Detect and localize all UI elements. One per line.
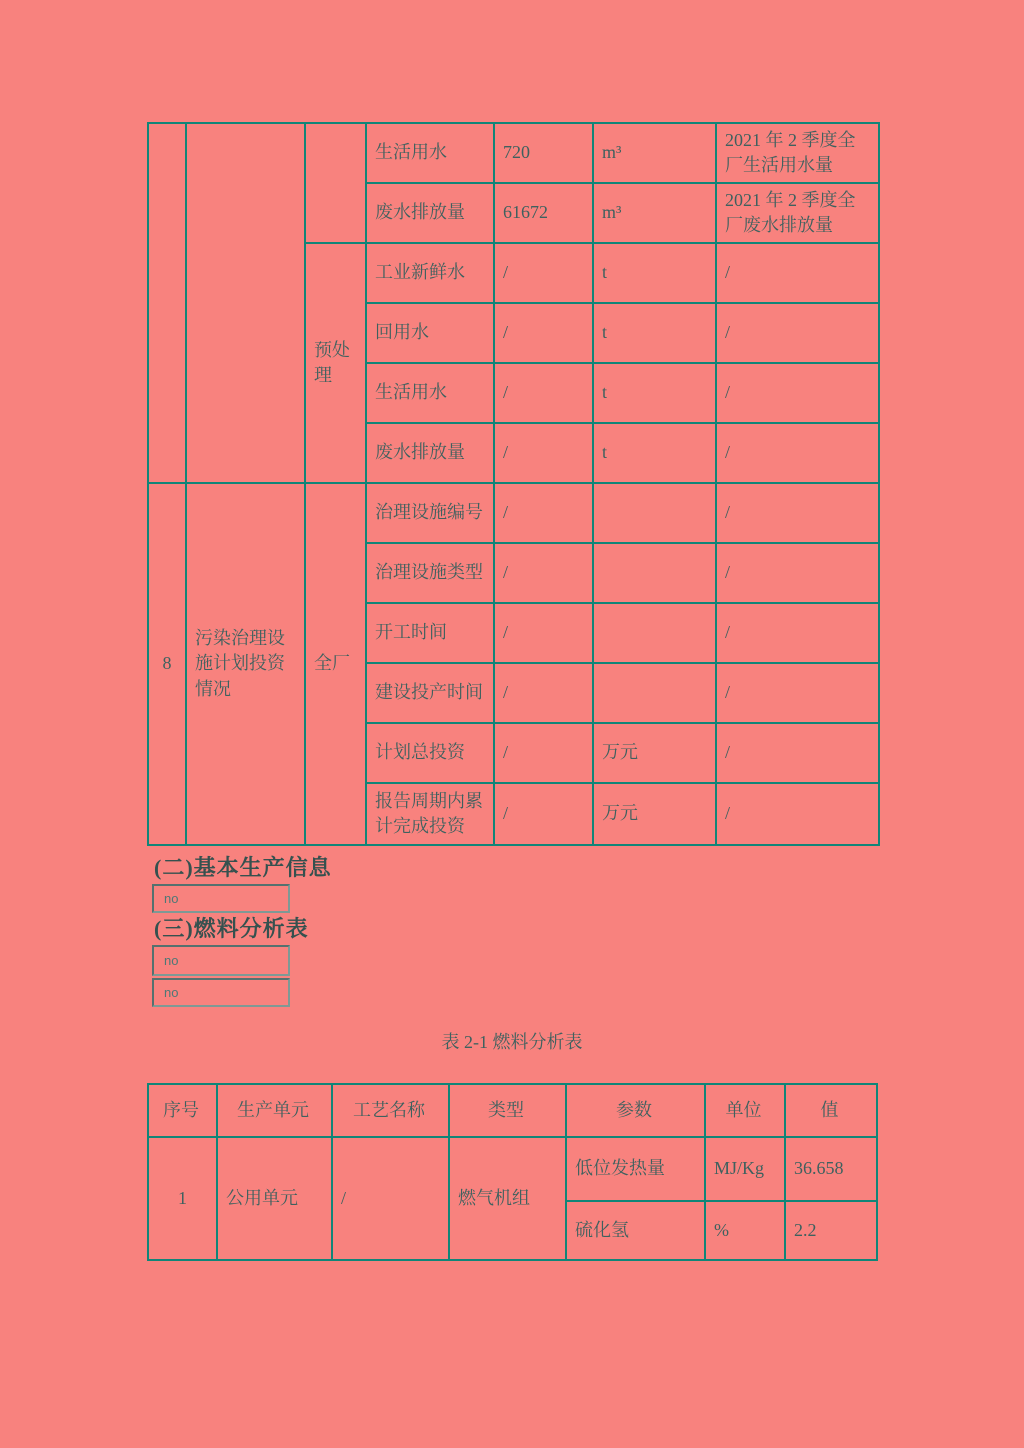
- remark-cell: /: [716, 783, 879, 845]
- unit-cell: %: [705, 1201, 785, 1260]
- remark-cell: /: [716, 363, 879, 423]
- value-cell: 720: [494, 123, 593, 183]
- remark-cell: /: [716, 483, 879, 543]
- row-label-cell: 治理设施类型: [366, 543, 494, 603]
- pollution-control-table: [147, 122, 880, 846]
- table-row: [148, 1137, 877, 1201]
- fuel-analysis-heading: (三)燃料分析表: [154, 916, 309, 941]
- remark-cell: /: [716, 663, 879, 723]
- value-cell: /: [494, 603, 593, 663]
- row-label-cell: 治理设施编号: [366, 483, 494, 543]
- remark-cell: /: [716, 603, 879, 663]
- subsection-cell-pretreatment: 预处理: [305, 243, 366, 483]
- row-label-cell: 开工时间: [366, 603, 494, 663]
- row-label-cell: 计划总投资: [366, 723, 494, 783]
- value-cell: /: [494, 363, 593, 423]
- basic-production-heading: (二)基本生产信息: [154, 855, 332, 880]
- fuel-analysis-value-box-1[interactable]: no: [152, 945, 290, 976]
- header-type: 类型: [449, 1084, 566, 1137]
- unit-cell: 万元: [593, 783, 716, 845]
- header-unit: 单位: [705, 1084, 785, 1137]
- row-label-cell: 工业新鲜水: [366, 243, 494, 303]
- section-index-cell: 8: [148, 483, 186, 845]
- type-cell: 燃气机组: [449, 1137, 566, 1260]
- remark-cell: /: [716, 723, 879, 783]
- unit-cell: t: [593, 363, 716, 423]
- remark-cell: /: [716, 423, 879, 483]
- table-header-row: [148, 1084, 877, 1137]
- value-cell: /: [494, 663, 593, 723]
- value-cell: 61672: [494, 183, 593, 243]
- header-value: 值: [785, 1084, 877, 1137]
- unit-cell: m³: [593, 123, 716, 183]
- remark-cell: 2021 年 2 季度全厂废水排放量: [716, 183, 879, 243]
- value-cell: 2.2: [785, 1201, 877, 1260]
- unit-cell: [593, 663, 716, 723]
- unit-cell: MJ/Kg: [705, 1137, 785, 1201]
- fuel-analysis-table: [147, 1083, 878, 1261]
- header-production-unit: 生产单元: [217, 1084, 332, 1137]
- unit-cell: [593, 603, 716, 663]
- value-cell: 36.658: [785, 1137, 877, 1201]
- fuel-analysis-value-box-2[interactable]: no: [152, 978, 290, 1007]
- remark-cell: /: [716, 243, 879, 303]
- unit-cell: m³: [593, 183, 716, 243]
- header-parameter: 参数: [566, 1084, 705, 1137]
- table-row: [148, 123, 879, 183]
- unit-cell: 万元: [593, 723, 716, 783]
- process-name-cell: /: [332, 1137, 449, 1260]
- remark-cell: /: [716, 543, 879, 603]
- section-label-cell: 污染治理设施计划投资情况: [186, 483, 305, 845]
- value-cell: /: [494, 543, 593, 603]
- value-cell: /: [494, 243, 593, 303]
- subsection-cell-plantwide: 全厂: [305, 483, 366, 845]
- section-label-cell: [186, 123, 305, 483]
- table-row: [148, 483, 879, 543]
- unit-cell: t: [593, 303, 716, 363]
- row-label-cell: 废水排放量: [366, 423, 494, 483]
- remark-cell: /: [716, 303, 879, 363]
- header-seq: 序号: [148, 1084, 217, 1137]
- row-label-cell: 回用水: [366, 303, 494, 363]
- value-cell: /: [494, 303, 593, 363]
- row-label-cell: 生活用水: [366, 123, 494, 183]
- fuel-table-title: 表 2-1 燃料分析表: [441, 1032, 583, 1052]
- unit-cell: [593, 543, 716, 603]
- unit-cell: [593, 483, 716, 543]
- row-label-cell: 废水排放量: [366, 183, 494, 243]
- unit-cell: t: [593, 423, 716, 483]
- row-label-cell: 报告周期内累计完成投资: [366, 783, 494, 845]
- subsection-cell: [305, 123, 366, 243]
- seq-cell: 1: [148, 1137, 217, 1260]
- value-cell: /: [494, 423, 593, 483]
- value-cell: /: [494, 483, 593, 543]
- unit-cell: t: [593, 243, 716, 303]
- production-unit-cell: 公用单元: [217, 1137, 332, 1260]
- remark-cell: 2021 年 2 季度全厂生活用水量: [716, 123, 879, 183]
- value-cell: /: [494, 783, 593, 845]
- value-cell: /: [494, 723, 593, 783]
- row-label-cell: 建设投产时间: [366, 663, 494, 723]
- basic-production-value-box[interactable]: no: [152, 884, 290, 913]
- parameter-cell: 硫化氢: [566, 1201, 705, 1260]
- parameter-cell: 低位发热量: [566, 1137, 705, 1201]
- header-process-name: 工艺名称: [332, 1084, 449, 1137]
- section-index-cell: [148, 123, 186, 483]
- row-label-cell: 生活用水: [366, 363, 494, 423]
